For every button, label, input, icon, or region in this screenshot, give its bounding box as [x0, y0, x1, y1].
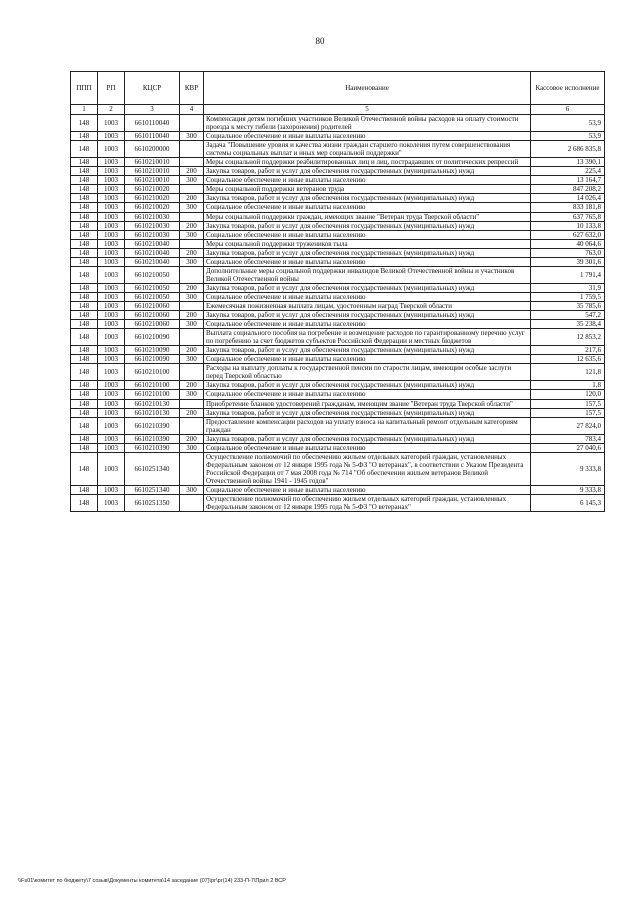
table-row: [71, 176, 605, 185]
cell-rp: 1003: [98, 320, 125, 329]
table-row: [71, 203, 605, 212]
column-number: 6: [531, 105, 605, 115]
cell-kvr: 200: [180, 221, 204, 230]
cell-name: Осуществление полномочий по обеспечению жильем отдельных категорий граждан, установленных Федеральным законом от 12 января 1995 года № 5-ФЗ "О ветеранах", в соответствии с Указом Президента Российской Федерации от 7 мая 2008 года № 714 "Об обеспечении жильем ветеранов Великой Отечественной войны 1941 - 1945 годов": [204, 452, 531, 485]
cell-amount: 847 208,2: [531, 185, 605, 194]
cell-ppp: 148: [71, 115, 98, 132]
cell-kcsr: 6610210090: [125, 346, 180, 355]
cell-kcsr: 6610210390: [125, 417, 180, 434]
cell-kvr: [180, 158, 204, 167]
cell-kvr: [180, 239, 204, 248]
cell-kvr: [180, 212, 204, 221]
cell-amount: 547,2: [531, 311, 605, 320]
cell-name: Социальное обеспечение и иные выплаты населению: [204, 390, 531, 399]
cell-rp: 1003: [98, 167, 125, 176]
cell-kcsr: 6610210020: [125, 194, 180, 203]
header-amount: Кассовое исполнение: [531, 72, 605, 105]
cell-ppp: 148: [71, 452, 98, 485]
cell-rp: 1003: [98, 485, 125, 494]
cell-amount: 1,8: [531, 381, 605, 390]
cell-ppp: 148: [71, 495, 98, 512]
cell-kcsr: 6610210100: [125, 364, 180, 381]
cell-name: Социальное обеспечение и иные выплаты населению: [204, 320, 531, 329]
cell-ppp: 148: [71, 248, 98, 257]
cell-kvr: 300: [180, 320, 204, 329]
cell-rp: 1003: [98, 283, 125, 292]
cell-rp: 1003: [98, 212, 125, 221]
cell-kcsr: 6610210060: [125, 311, 180, 320]
table-row: [71, 381, 605, 390]
cell-kcsr: 6610210050: [125, 266, 180, 283]
cell-amount: 35 785,6: [531, 301, 605, 310]
cell-rp: 1003: [98, 292, 125, 301]
cell-name: Социальное обеспечение и иные выплаты населению: [204, 176, 531, 185]
table-row: [71, 141, 605, 158]
cell-kcsr: 6610251340: [125, 485, 180, 494]
cell-amount: 12 635,6: [531, 355, 605, 364]
cell-ppp: 148: [71, 320, 98, 329]
cell-kvr: [180, 115, 204, 132]
table-row: [71, 495, 605, 512]
cell-kcsr: 6610210020: [125, 185, 180, 194]
cell-kcsr: 6610210040: [125, 239, 180, 248]
cell-rp: 1003: [98, 434, 125, 443]
cell-amount: 217,6: [531, 346, 605, 355]
cell-amount: 39 301,6: [531, 257, 605, 266]
cell-ppp: 148: [71, 167, 98, 176]
cell-ppp: 148: [71, 221, 98, 230]
cell-kvr: 300: [180, 176, 204, 185]
cell-name: Приобретение бланков удостоверений гражданам, имеющим звание "Ветеран труда Тверской области": [204, 399, 531, 408]
cell-amount: 10 133,8: [531, 221, 605, 230]
table-row: [71, 212, 605, 221]
cell-amount: 637 765,8: [531, 212, 605, 221]
cell-amount: 27 824,0: [531, 417, 605, 434]
cell-name: Осуществление полномочий по обеспечению жильем отдельных категорий граждан, установленных Федеральным законом от 12 января 1995 года № 5-ФЗ "О ветеранах": [204, 495, 531, 512]
cell-kcsr: 6610210100: [125, 381, 180, 390]
cell-name: Социальное обеспечение и иные выплаты населению: [204, 257, 531, 266]
cell-amount: 53,9: [531, 115, 605, 132]
cell-kcsr: 6610210060: [125, 320, 180, 329]
cell-kcsr: 6610210010: [125, 176, 180, 185]
table-row: [71, 329, 605, 346]
cell-name: Предоставление компенсации расходов на уплату взноса на капитальный ремонт отдельным категориям граждан: [204, 417, 531, 434]
cell-kcsr: 6610210100: [125, 390, 180, 399]
cell-rp: 1003: [98, 185, 125, 194]
cell-kvr: [180, 417, 204, 434]
cell-rp: 1003: [98, 381, 125, 390]
cell-rp: 1003: [98, 203, 125, 212]
cell-rp: 1003: [98, 443, 125, 452]
cell-amount: 40 064,6: [531, 239, 605, 248]
cell-amount: 1 759,5: [531, 292, 605, 301]
table-row: [71, 452, 605, 485]
cell-name: Компенсация детям погибших участников Великой Отечественной войны расходов на оплату стоимости проезда к месту гибели (захоронения) родителей: [204, 115, 531, 132]
cell-amount: 783,4: [531, 434, 605, 443]
table-row: [71, 221, 605, 230]
table-row: [71, 257, 605, 266]
cell-amount: 12 853,2: [531, 329, 605, 346]
cell-kvr: 200: [180, 381, 204, 390]
cell-rp: 1003: [98, 248, 125, 257]
cell-rp: 1003: [98, 301, 125, 310]
cell-kvr: [180, 452, 204, 485]
cell-ppp: 148: [71, 266, 98, 283]
cell-ppp: 148: [71, 141, 98, 158]
cell-rp: 1003: [98, 141, 125, 158]
header-kcsr: КЦСР: [125, 72, 180, 105]
cell-amount: 31,9: [531, 283, 605, 292]
cell-kvr: 300: [180, 390, 204, 399]
column-number: 2: [98, 105, 125, 115]
cell-kcsr: 6610251340: [125, 452, 180, 485]
cell-kvr: 200: [180, 408, 204, 417]
cell-amount: 627 632,0: [531, 230, 605, 239]
cell-amount: 120,0: [531, 390, 605, 399]
cell-name: Социальное обеспечение и иные выплаты населению: [204, 132, 531, 141]
cell-kvr: 300: [180, 292, 204, 301]
cell-rp: 1003: [98, 158, 125, 167]
header-name: Наименование: [204, 72, 531, 105]
cell-amount: 27 040,6: [531, 443, 605, 452]
cell-name: Задача "Повышение уровня и качества жизни граждан старшего поколения путем совершенствования системы социальных выплат и иных мер социальной поддержки": [204, 141, 531, 158]
cell-rp: 1003: [98, 132, 125, 141]
cell-ppp: 148: [71, 212, 98, 221]
cell-kcsr: 6610210010: [125, 167, 180, 176]
table-row: [71, 167, 605, 176]
cell-kvr: 300: [180, 485, 204, 494]
column-number: 4: [180, 105, 204, 115]
table-row: [71, 283, 605, 292]
table-row: [71, 346, 605, 355]
cell-ppp: 148: [71, 390, 98, 399]
cell-rp: 1003: [98, 399, 125, 408]
cell-amount: 35 238,4: [531, 320, 605, 329]
cell-amount: 9 333,8: [531, 485, 605, 494]
cell-amount: 53,9: [531, 132, 605, 141]
cell-name: Расходы на выплату доплаты к государственной пенсии по старости лицам, имеющим особые заслуги перед Тверской областью: [204, 364, 531, 381]
table-row: [71, 390, 605, 399]
cell-kvr: 300: [180, 355, 204, 364]
budget-table: [70, 71, 605, 512]
cell-ppp: 148: [71, 381, 98, 390]
cell-kvr: 200: [180, 311, 204, 320]
cell-kcsr: 6610210130: [125, 399, 180, 408]
cell-name: Закупка товаров, работ и услуг для обеспечения государственных (муниципальных) нужд: [204, 346, 531, 355]
cell-kcsr: 6610210390: [125, 443, 180, 452]
cell-name: Выплата социального пособия на погребение и возмещение расходов по гарантированному перечню услуг по погребению за счет бюджетов субъектов Российской Федерации и местных бюджетов: [204, 329, 531, 346]
cell-kvr: 300: [180, 132, 204, 141]
cell-rp: 1003: [98, 346, 125, 355]
cell-kcsr: 6610210030: [125, 212, 180, 221]
table-row: [71, 239, 605, 248]
cell-ppp: 148: [71, 283, 98, 292]
cell-kvr: 200: [180, 283, 204, 292]
cell-name: Закупка товаров, работ и услуг для обеспечения государственных (муниципальных) нужд: [204, 434, 531, 443]
cell-ppp: 148: [71, 301, 98, 310]
cell-kcsr: 6610110040: [125, 132, 180, 141]
cell-kcsr: 6610210040: [125, 257, 180, 266]
column-number-row: [71, 105, 605, 115]
cell-kcsr: 6610210390: [125, 434, 180, 443]
cell-ppp: 148: [71, 329, 98, 346]
cell-name: Меры социальной поддержки тружеников тыла: [204, 239, 531, 248]
cell-ppp: 148: [71, 399, 98, 408]
cell-rp: 1003: [98, 390, 125, 399]
cell-ppp: 148: [71, 257, 98, 266]
cell-ppp: 148: [71, 443, 98, 452]
cell-kcsr: 6610251350: [125, 495, 180, 512]
cell-amount: 121,8: [531, 364, 605, 381]
cell-kvr: 300: [180, 203, 204, 212]
cell-kvr: [180, 364, 204, 381]
cell-rp: 1003: [98, 329, 125, 346]
column-number: 3: [125, 105, 180, 115]
cell-ppp: 148: [71, 417, 98, 434]
cell-amount: 6 145,3: [531, 495, 605, 512]
table-row: [71, 248, 605, 257]
table-row: [71, 311, 605, 320]
page-number: 80: [315, 36, 325, 46]
table-header-row: [71, 72, 605, 105]
cell-name: Социальное обеспечение и иные выплаты населению: [204, 355, 531, 364]
cell-name: Закупка товаров, работ и услуг для обеспечения государственных (муниципальных) нужд: [204, 381, 531, 390]
table-row: [71, 230, 605, 239]
cell-kcsr: 6610210090: [125, 329, 180, 346]
cell-kvr: [180, 329, 204, 346]
cell-kcsr: 6610200000: [125, 141, 180, 158]
table-row: [71, 158, 605, 167]
cell-name: Социальное обеспечение и иные выплаты населению: [204, 292, 531, 301]
cell-rp: 1003: [98, 176, 125, 185]
cell-kvr: [180, 141, 204, 158]
cell-ppp: 148: [71, 292, 98, 301]
cell-name: Закупка товаров, работ и услуг для обеспечения государственных (муниципальных) нужд: [204, 221, 531, 230]
cell-kcsr: 6610210010: [125, 158, 180, 167]
cell-ppp: 148: [71, 176, 98, 185]
cell-kcsr: 6610210090: [125, 355, 180, 364]
cell-name: Дополнительные меры социальной поддержки инвалидов Великой Отечественной войны и участников Великой Отечественной войны: [204, 266, 531, 283]
cell-ppp: 148: [71, 203, 98, 212]
cell-name: Ежемесячная пожизненная выплата лицам, удостоенным наград Тверской области: [204, 301, 531, 310]
cell-ppp: 148: [71, 239, 98, 248]
table-row: [71, 443, 605, 452]
cell-name: Закупка товаров, работ и услуг для обеспечения государственных (муниципальных) нужд: [204, 408, 531, 417]
cell-name: Меры социальной поддержки граждан, имеющих звание "Ветеран труда Тверской области": [204, 212, 531, 221]
cell-kvr: 300: [180, 230, 204, 239]
cell-kvr: [180, 185, 204, 194]
cell-amount: 14 026,4: [531, 194, 605, 203]
cell-rp: 1003: [98, 115, 125, 132]
cell-ppp: 148: [71, 132, 98, 141]
cell-ppp: 148: [71, 185, 98, 194]
cell-kcsr: 6610210030: [125, 221, 180, 230]
table-row: [71, 364, 605, 381]
cell-ppp: 148: [71, 364, 98, 381]
cell-rp: 1003: [98, 311, 125, 320]
cell-name: Социальное обеспечение и иные выплаты населению: [204, 203, 531, 212]
cell-kcsr: 6610210020: [125, 203, 180, 212]
cell-rp: 1003: [98, 495, 125, 512]
cell-kvr: 200: [180, 194, 204, 203]
cell-name: Закупка товаров, работ и услуг для обеспечения государственных (муниципальных) нужд: [204, 311, 531, 320]
cell-kvr: [180, 495, 204, 512]
cell-ppp: 148: [71, 346, 98, 355]
table-row: [71, 301, 605, 310]
cell-kvr: 300: [180, 257, 204, 266]
cell-kvr: [180, 266, 204, 283]
cell-rp: 1003: [98, 257, 125, 266]
header-rp: РП: [98, 72, 125, 105]
cell-ppp: 148: [71, 230, 98, 239]
table-row: [71, 320, 605, 329]
cell-amount: 1 791,4: [531, 266, 605, 283]
table-row: [71, 185, 605, 194]
cell-amount: 763,0: [531, 248, 605, 257]
header-kvr: КВР: [180, 72, 204, 105]
cell-rp: 1003: [98, 230, 125, 239]
cell-name: Социальное обеспечение и иные выплаты населению: [204, 230, 531, 239]
cell-rp: 1003: [98, 239, 125, 248]
table-row: [71, 115, 605, 132]
cell-kcsr: 6610210030: [125, 230, 180, 239]
cell-kvr: 300: [180, 443, 204, 452]
cell-amount: 225,4: [531, 167, 605, 176]
cell-kcsr: 6610210050: [125, 283, 180, 292]
cell-ppp: 148: [71, 408, 98, 417]
cell-kvr: 200: [180, 434, 204, 443]
table-row: [71, 132, 605, 141]
table-row: [71, 355, 605, 364]
table-row: [71, 434, 605, 443]
cell-amount: 833 181,8: [531, 203, 605, 212]
cell-ppp: 148: [71, 311, 98, 320]
cell-amount: 157,5: [531, 399, 605, 408]
cell-kcsr: 6610210050: [125, 292, 180, 301]
table-row: [71, 266, 605, 283]
cell-ppp: 148: [71, 194, 98, 203]
cell-rp: 1003: [98, 364, 125, 381]
cell-name: Меры социальной поддержки реабилитированных лиц и лиц, пострадавших от политических репрессий: [204, 158, 531, 167]
table-row: [71, 292, 605, 301]
column-number: 1: [71, 105, 98, 115]
cell-ppp: 148: [71, 434, 98, 443]
table-row: [71, 408, 605, 417]
cell-amount: 157,5: [531, 408, 605, 417]
cell-rp: 1003: [98, 194, 125, 203]
cell-kcsr: 6610110040: [125, 115, 180, 132]
cell-kcsr: 6610210040: [125, 248, 180, 257]
cell-amount: 2 686 835,8: [531, 141, 605, 158]
cell-kvr: 200: [180, 248, 204, 257]
table-row: [71, 194, 605, 203]
table-body: [71, 115, 605, 512]
cell-rp: 1003: [98, 408, 125, 417]
cell-amount: 13 164,7: [531, 176, 605, 185]
cell-name: Социальное обеспечение и иные выплаты населению: [204, 443, 531, 452]
table-row: [71, 399, 605, 408]
cell-ppp: 148: [71, 158, 98, 167]
cell-kvr: 200: [180, 346, 204, 355]
cell-name: Закупка товаров, работ и услуг для обеспечения государственных (муниципальных) нужд: [204, 194, 531, 203]
column-number: 5: [204, 105, 531, 115]
table-row: [71, 485, 605, 494]
cell-rp: 1003: [98, 452, 125, 485]
cell-kcsr: 6610210060: [125, 301, 180, 310]
cell-amount: 9 333,8: [531, 452, 605, 485]
cell-rp: 1003: [98, 417, 125, 434]
cell-kvr: [180, 399, 204, 408]
cell-name: Закупка товаров, работ и услуг для обеспечения государственных (муниципальных) нужд: [204, 283, 531, 292]
table-row: [71, 417, 605, 434]
cell-rp: 1003: [98, 221, 125, 230]
cell-name: Закупка товаров, работ и услуг для обеспечения государственных (муниципальных) нужд: [204, 248, 531, 257]
footer-file-path: \\Fs01\комитет по бюджету\7 созыв\Документы комитета\14 заседание (07)\рг\рг(14) 233-П-7\Прил 2 ВСР: [18, 878, 286, 884]
cell-rp: 1003: [98, 266, 125, 283]
cell-rp: 1003: [98, 355, 125, 364]
header-ppp: ППП: [71, 72, 98, 105]
cell-ppp: 148: [71, 355, 98, 364]
cell-kvr: [180, 301, 204, 310]
cell-kcsr: 6610210130: [125, 408, 180, 417]
cell-name: Меры социальной поддержки ветеранов труда: [204, 185, 531, 194]
cell-name: Социальное обеспечение и иные выплаты населению: [204, 485, 531, 494]
cell-amount: 13 390,1: [531, 158, 605, 167]
cell-kvr: 200: [180, 167, 204, 176]
cell-name: Закупка товаров, работ и услуг для обеспечения государственных (муниципальных) нужд: [204, 167, 531, 176]
cell-ppp: 148: [71, 485, 98, 494]
